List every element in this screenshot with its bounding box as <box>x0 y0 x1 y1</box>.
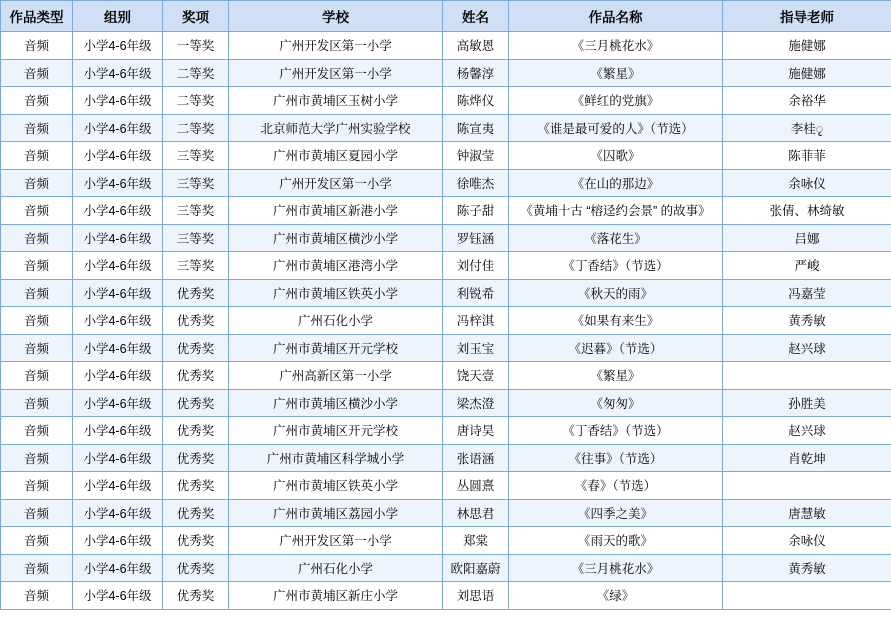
cell-school: 广州市黄埔区铁英小学 <box>229 472 443 500</box>
cell-teacher: 冯嘉莹 <box>723 279 891 307</box>
table-row <box>1 279 891 307</box>
cell-name: 欧阳嘉蔚 <box>443 554 509 582</box>
cell-school: 北京师范大学广州实验学校 <box>229 114 443 142</box>
cell-award: 三等奖 <box>163 224 229 252</box>
cell-teacher: 肖乾坤 <box>723 444 891 472</box>
cell-name: 陈子甜 <box>443 197 509 225</box>
cell-school: 广州开发区第一小学 <box>229 169 443 197</box>
cell-award: 三等奖 <box>163 169 229 197</box>
cell-teacher <box>723 582 891 610</box>
cell-teacher: 赵兴球 <box>723 334 891 362</box>
table-row <box>1 169 891 197</box>
cell-name: 杨馨淳 <box>443 59 509 87</box>
cell-type: 音频 <box>1 527 73 555</box>
cell-teacher: 余裕华 <box>723 87 891 115</box>
cell-work: 《黄埔十古 “榕迳约会景” 的故事》 <box>509 197 723 225</box>
cell-school: 广州市黄埔区新港小学 <box>229 197 443 225</box>
column-header-award: 奖项 <box>163 1 229 32</box>
cell-name: 刘思语 <box>443 582 509 610</box>
cell-group: 小学4-6年级 <box>73 472 163 500</box>
cell-work: 《鲜红的党旗》 <box>509 87 723 115</box>
cell-group: 小学4-6年级 <box>73 417 163 445</box>
cell-group: 小学4-6年级 <box>73 142 163 170</box>
cell-name: 张语涵 <box>443 444 509 472</box>
cell-work: 《迟暮》（节选） <box>509 334 723 362</box>
cell-teacher: 赵兴球 <box>723 417 891 445</box>
cell-school: 广州市黄埔区玉树小学 <box>229 87 443 115</box>
cell-school: 广州开发区第一小学 <box>229 527 443 555</box>
cell-name: 钟淑莹 <box>443 142 509 170</box>
cell-school: 广州石化小学 <box>229 307 443 335</box>
cell-type: 音频 <box>1 279 73 307</box>
cell-name: 林思君 <box>443 499 509 527</box>
table-row <box>1 444 891 472</box>
cell-work: 《丁香结》（节选） <box>509 417 723 445</box>
cell-work: 《如果有来生》 <box>509 307 723 335</box>
cell-group: 小学4-6年级 <box>73 87 163 115</box>
cell-teacher: 施健娜 <box>723 59 891 87</box>
cell-name: 饶天壹 <box>443 362 509 390</box>
column-header-work: 作品名称 <box>509 1 723 32</box>
cell-group: 小学4-6年级 <box>73 252 163 280</box>
table-row <box>1 224 891 252</box>
cell-award: 一等奖 <box>163 32 229 60</box>
cell-award: 二等奖 <box>163 114 229 142</box>
cell-work: 《绿》 <box>509 582 723 610</box>
cell-work: 《囚歌》 <box>509 142 723 170</box>
table-header-row <box>1 1 891 32</box>
table-row <box>1 252 891 280</box>
cell-work: 《丁香结》（节选） <box>509 252 723 280</box>
table-row <box>1 307 891 335</box>
table-row <box>1 87 891 115</box>
cell-name: 高敏恩 <box>443 32 509 60</box>
cell-school: 广州市黄埔区横沙小学 <box>229 389 443 417</box>
cell-teacher: 唐慧敏 <box>723 499 891 527</box>
cell-award: 二等奖 <box>163 59 229 87</box>
cell-type: 音频 <box>1 362 73 390</box>
cell-group: 小学4-6年级 <box>73 582 163 610</box>
cell-group: 小学4-6年级 <box>73 334 163 362</box>
cell-award: 优秀奖 <box>163 334 229 362</box>
cell-work: 《匆匆》 <box>509 389 723 417</box>
cell-group: 小学4-6年级 <box>73 527 163 555</box>
cell-award: 三等奖 <box>163 197 229 225</box>
cell-type: 音频 <box>1 142 73 170</box>
cell-teacher: 余咏仪 <box>723 527 891 555</box>
cell-work: 《谁是最可爱的人》（节选） <box>509 114 723 142</box>
cell-school: 广州高新区第一小学 <box>229 362 443 390</box>
cell-name: 唐诗昊 <box>443 417 509 445</box>
cell-type: 音频 <box>1 472 73 500</box>
cell-teacher <box>723 472 891 500</box>
cell-school: 广州市黄埔区开元学校 <box>229 334 443 362</box>
table-row <box>1 417 891 445</box>
cell-group: 小学4-6年级 <box>73 389 163 417</box>
cell-award: 优秀奖 <box>163 307 229 335</box>
cell-group: 小学4-6年级 <box>73 307 163 335</box>
cell-type: 音频 <box>1 87 73 115</box>
cell-work: 《往事》（节选） <box>509 444 723 472</box>
cell-type: 音频 <box>1 417 73 445</box>
cell-school: 广州市黄埔区荔园小学 <box>229 499 443 527</box>
cell-school: 广州石化小学 <box>229 554 443 582</box>
column-header-school: 学校 <box>229 1 443 32</box>
cell-award: 二等奖 <box>163 87 229 115</box>
table-row <box>1 389 891 417</box>
cell-name: 刘玉宝 <box>443 334 509 362</box>
cell-type: 音频 <box>1 169 73 197</box>
cell-teacher: 严峻 <box>723 252 891 280</box>
cell-school: 广州开发区第一小学 <box>229 59 443 87</box>
cell-name: 罗钰涵 <box>443 224 509 252</box>
table-row <box>1 527 891 555</box>
cell-award: 优秀奖 <box>163 362 229 390</box>
cell-type: 音频 <box>1 389 73 417</box>
cell-work: 《四季之美》 <box>509 499 723 527</box>
cell-group: 小学4-6年级 <box>73 224 163 252</box>
cell-teacher: 黄秀敏 <box>723 307 891 335</box>
table-row <box>1 334 891 362</box>
cell-award: 优秀奖 <box>163 472 229 500</box>
cell-type: 音频 <box>1 197 73 225</box>
cell-type: 音频 <box>1 499 73 527</box>
cell-group: 小学4-6年级 <box>73 197 163 225</box>
column-header-type: 作品类型 <box>1 1 73 32</box>
cell-group: 小学4-6年级 <box>73 32 163 60</box>
cell-name: 刘付佳 <box>443 252 509 280</box>
table-body <box>1 32 891 610</box>
table-row <box>1 142 891 170</box>
cell-teacher: 黄秀敏 <box>723 554 891 582</box>
cell-school: 广州市黄埔区夏园小学 <box>229 142 443 170</box>
cell-group: 小学4-6年级 <box>73 114 163 142</box>
cell-work: 《春》（节选） <box>509 472 723 500</box>
table-row <box>1 362 891 390</box>
cell-award: 优秀奖 <box>163 444 229 472</box>
cell-teacher <box>723 362 891 390</box>
cell-teacher: 李桂ृ <box>723 114 891 142</box>
cell-group: 小学4-6年级 <box>73 59 163 87</box>
cell-work: 《繁星》 <box>509 362 723 390</box>
cell-school: 广州市黄埔区新庄小学 <box>229 582 443 610</box>
cell-award: 优秀奖 <box>163 582 229 610</box>
cell-award: 优秀奖 <box>163 417 229 445</box>
table-row <box>1 472 891 500</box>
cell-teacher: 孙胜美 <box>723 389 891 417</box>
cell-award: 优秀奖 <box>163 554 229 582</box>
cell-name: 陈烨仪 <box>443 87 509 115</box>
cell-work: 《三月桃花水》 <box>509 554 723 582</box>
cell-type: 音频 <box>1 444 73 472</box>
cell-teacher: 吕娜 <box>723 224 891 252</box>
cell-award: 优秀奖 <box>163 499 229 527</box>
cell-group: 小学4-6年级 <box>73 362 163 390</box>
table-row <box>1 59 891 87</box>
cell-work: 《繁星》 <box>509 59 723 87</box>
table-row <box>1 499 891 527</box>
cell-name: 徐唯杰 <box>443 169 509 197</box>
cell-teacher: 张倩、林绮敏 <box>723 197 891 225</box>
cell-award: 三等奖 <box>163 142 229 170</box>
cell-type: 音频 <box>1 114 73 142</box>
table-row <box>1 32 891 60</box>
cell-name: 郑棠 <box>443 527 509 555</box>
cell-group: 小学4-6年级 <box>73 444 163 472</box>
cell-work: 《落花生》 <box>509 224 723 252</box>
cell-school: 广州市黄埔区横沙小学 <box>229 224 443 252</box>
table-row <box>1 554 891 582</box>
cell-group: 小学4-6年级 <box>73 554 163 582</box>
cell-award: 优秀奖 <box>163 389 229 417</box>
column-header-name: 姓名 <box>443 1 509 32</box>
cell-teacher: 余咏仪 <box>723 169 891 197</box>
cell-group: 小学4-6年级 <box>73 169 163 197</box>
cell-type: 音频 <box>1 224 73 252</box>
cell-type: 音频 <box>1 334 73 362</box>
table-row <box>1 197 891 225</box>
cell-name: 梁杰澄 <box>443 389 509 417</box>
cell-award: 三等奖 <box>163 252 229 280</box>
cell-school: 广州市黄埔区科学城小学 <box>229 444 443 472</box>
cell-name: 利锐希 <box>443 279 509 307</box>
column-header-group: 组别 <box>73 1 163 32</box>
cell-teacher: 施健娜 <box>723 32 891 60</box>
cell-name: 丛圆熹 <box>443 472 509 500</box>
cell-award: 优秀奖 <box>163 527 229 555</box>
cell-type: 音频 <box>1 59 73 87</box>
table-row <box>1 114 891 142</box>
cell-group: 小学4-6年级 <box>73 499 163 527</box>
cell-work: 《三月桃花水》 <box>509 32 723 60</box>
cell-type: 音频 <box>1 32 73 60</box>
table-row <box>1 582 891 610</box>
cell-school: 广州市黄埔区开元学校 <box>229 417 443 445</box>
cell-type: 音频 <box>1 252 73 280</box>
cell-type: 音频 <box>1 582 73 610</box>
cell-type: 音频 <box>1 307 73 335</box>
cell-type: 音频 <box>1 554 73 582</box>
cell-school: 广州开发区第一小学 <box>229 32 443 60</box>
cell-work: 《在山的那边》 <box>509 169 723 197</box>
cell-teacher: 陈菲菲 <box>723 142 891 170</box>
cell-name: 冯梓淇 <box>443 307 509 335</box>
cell-work: 《雨天的歌》 <box>509 527 723 555</box>
cell-award: 优秀奖 <box>163 279 229 307</box>
cell-work: 《秋天的雨》 <box>509 279 723 307</box>
cell-school: 广州市黄埔区港湾小学 <box>229 252 443 280</box>
column-header-teacher: 指导老师 <box>723 1 891 32</box>
cell-group: 小学4-6年级 <box>73 279 163 307</box>
cell-school: 广州市黄埔区铁英小学 <box>229 279 443 307</box>
cell-name: 陈宣夷 <box>443 114 509 142</box>
